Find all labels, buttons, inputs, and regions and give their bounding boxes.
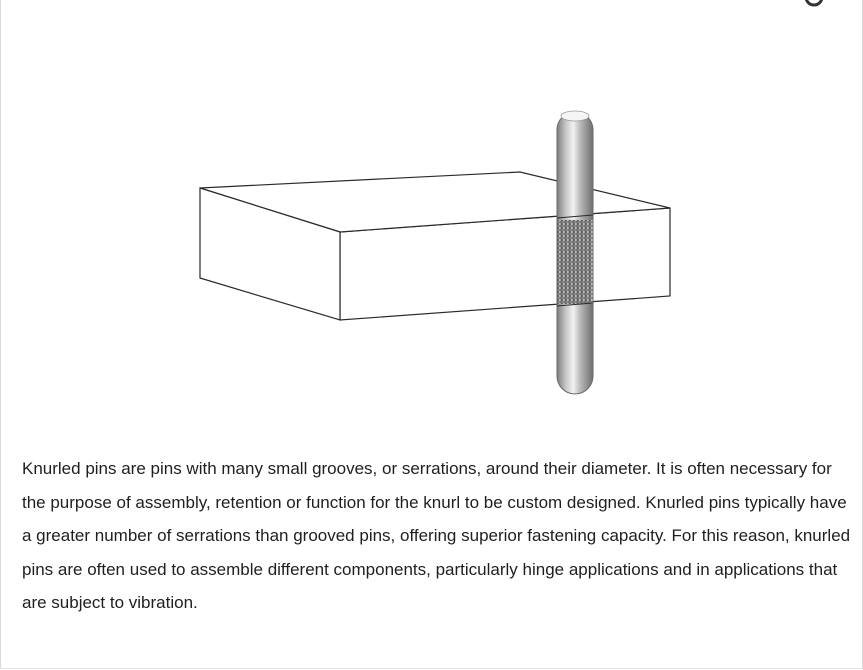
partial-circle-icon — [803, 0, 825, 8]
block — [200, 172, 670, 320]
description-paragraph: Knurled pins are pins with many small grooves, or serrations, around their diameter. It is often necessary for the purpose of assembly, retention or function for the knurl to be custom designed. Knurled pins typically have a greater number of serrations than grooved pins, offering superior fastening capacity. For this reason, knurled pins are often used to assemble different components, particularly hinge applications and in applications that are subject to vibration. — [22, 459, 851, 612]
pin — [557, 111, 593, 394]
knurled-pin-illustration — [190, 100, 690, 400]
